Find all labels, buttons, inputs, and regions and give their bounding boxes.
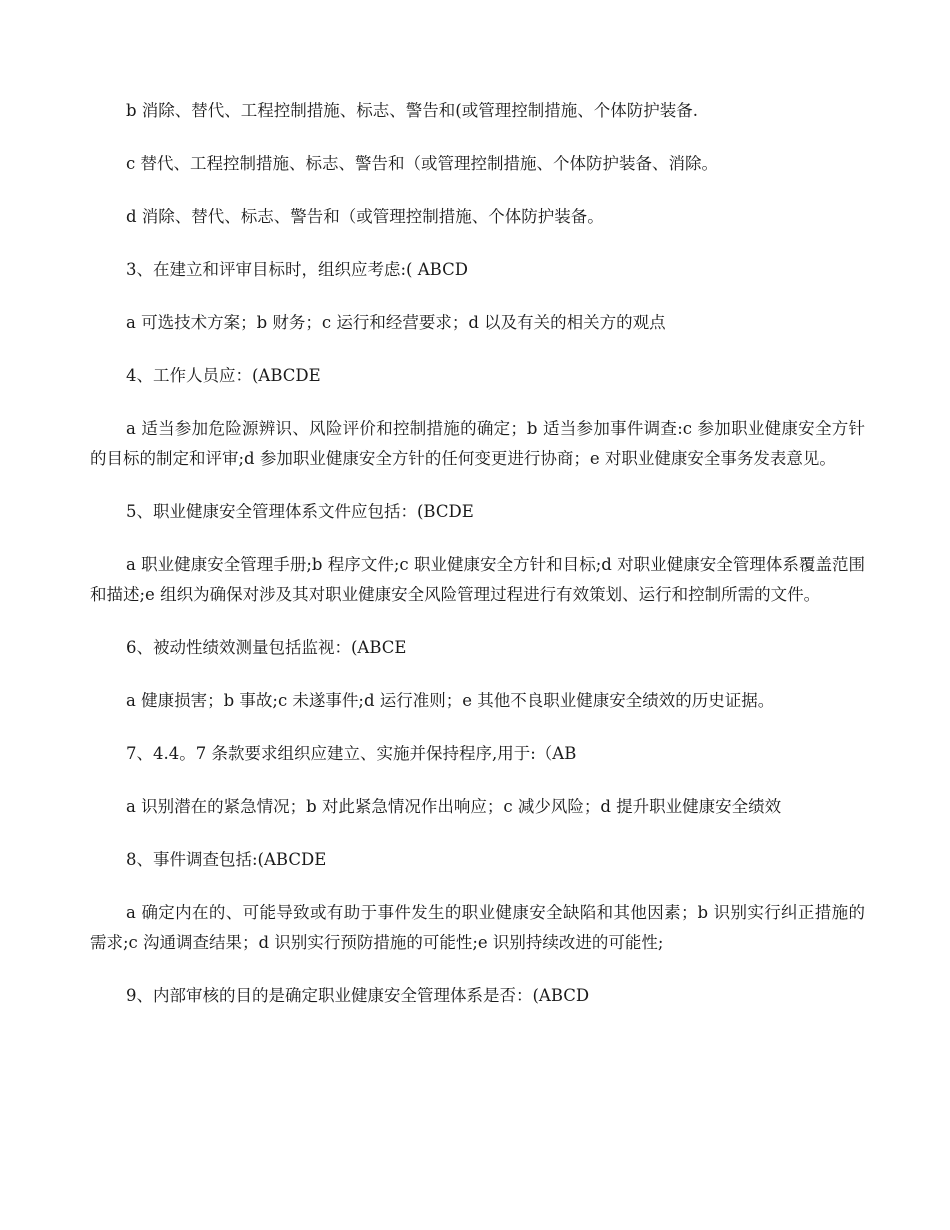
paragraph-option-c: c 替代、工程控制措施、标志、警告和（或管理控制措施、个体防护装备、消除。: [126, 154, 718, 173]
question-6-options: a 健康损害；b 事故;c 未遂事件;d 运行准则；e 其他不良职业健康安全绩效的历史证据。: [126, 691, 775, 710]
question-8: 8、事件调查包括:(ABCDE: [126, 850, 327, 869]
paragraph-option-b: b 消除、替代、工程控制措施、标志、警告和(或管理控制措施、个体防护装备.: [126, 101, 698, 120]
document-body: [90, 96, 865, 1034]
question-9: 9、内部审核的目的是确定职业健康安全管理体系是否：(ABCD: [126, 986, 590, 1005]
question-5: 5、职业健康安全管理体系文件应包括：(BCDE: [126, 502, 474, 521]
question-4-options: a 适当参加危险源辨识、风险评价和控制措施的确定；b 适当参加事件调查:c 参加职业健康安全方针的目标的制定和评审;d 参加职业健康安全方针的任何变更进行协商；e 对职业健康安全事务发表意见。: [90, 419, 865, 468]
question-3-options: a 可选技术方案；b 财务；c 运行和经营要求；d 以及有关的相关方的观点: [126, 313, 666, 332]
question-4: 4、工作人员应：(ABCDE: [126, 366, 321, 385]
question-3: 3、在建立和评审目标时，组织应考虑:( ABCD: [126, 260, 468, 279]
question-7-options: a 识别潜在的紧急情况；b 对此紧急情况作出响应；c 减少风险；d 提升职业健康安全绩效: [126, 797, 782, 816]
question-7: 7、4.4。7 条款要求组织应建立、实施并保持程序,用于:（AB: [126, 744, 577, 763]
question-5-options: a 职业健康安全管理手册;b 程序文件;c 职业健康安全方针和目标;d 对职业健康安全管理体系覆盖范围和描述;e 组织为确保对涉及其对职业健康安全风险管理过程进行有效策划、运行和控制所需的文件。: [90, 555, 865, 604]
paragraph-option-d: d 消除、替代、标志、警告和（或管理控制措施、个体防护装备。: [126, 207, 604, 226]
question-8-options: a 确定内在的、可能导致或有助于事件发生的职业健康安全缺陷和其他因素；b 识别实行纠正措施的需求;c 沟通调查结果；d 识别实行预防措施的可能性;e 识别持续改进的可能性;: [90, 903, 865, 952]
question-6: 6、被动性绩效测量包括监视：(ABCE: [126, 638, 407, 657]
